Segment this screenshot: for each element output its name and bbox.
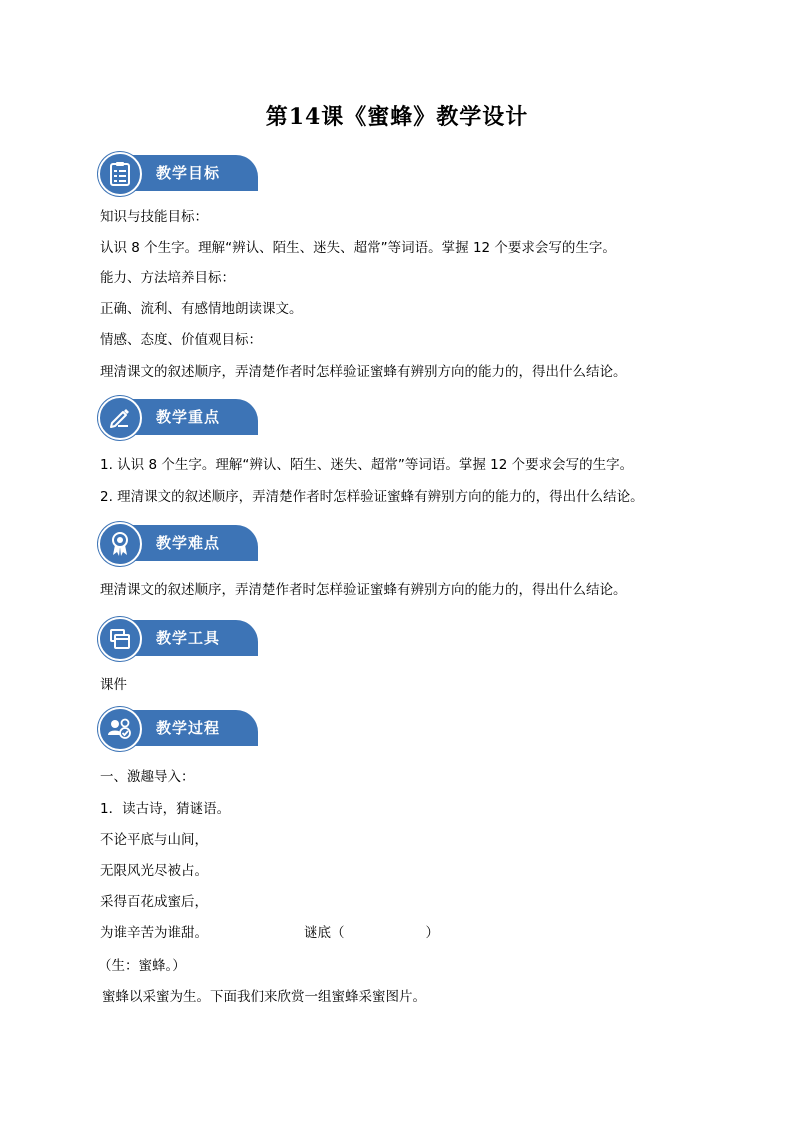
text-line: 正确、流利、有感情地朗读课文。 xyxy=(100,301,303,317)
text-line: 情感、态度、价值观目标： xyxy=(100,332,262,348)
text-line: 能力、方法培养目标： xyxy=(100,270,235,286)
text-line: 1. 认识 8 个生字。理解“辨认、陌生、迷失、超常”等词语。掌握 12 个要求会写的生字。 xyxy=(100,457,634,473)
text-line: （生：蜜蜂。） xyxy=(98,958,186,974)
text-line: 2. 理清课文的叙述顺序，弄清楚作者时怎样验证蜜蜂有辨别方向的能力的，得出什么结论。 xyxy=(100,489,644,505)
stacked-windows-icon xyxy=(98,617,142,661)
riddle-answer-blank: 谜底（ ） xyxy=(304,925,439,941)
section-heading: 教学重点 xyxy=(156,408,221,426)
page-title: 第14课《蜜蜂》教学设计 xyxy=(265,104,529,130)
text-line: 1．读古诗，猜谜语。 xyxy=(100,801,231,817)
section-heading: 教学难点 xyxy=(156,534,221,552)
section-banner-difficulties xyxy=(98,522,258,564)
section-banner-process xyxy=(98,707,258,749)
section-heading: 教学工具 xyxy=(156,629,221,647)
pencil-icon xyxy=(98,396,142,440)
award-ribbon-icon xyxy=(98,522,142,566)
section-banner-goals xyxy=(98,152,258,194)
text-line: 不论平底与山间， xyxy=(100,832,208,848)
text-line: 课件 xyxy=(100,677,127,693)
section-banner-tools xyxy=(98,617,258,659)
section-heading: 教学目标 xyxy=(156,164,221,182)
text-line: 一、激趣导入： xyxy=(100,769,195,785)
text-line: 知识与技能目标： xyxy=(100,209,208,225)
section-banner-key-points xyxy=(98,396,258,438)
text-line: 采得百花成蜜后， xyxy=(100,894,208,910)
text-line: 理清课文的叙述顺序，弄清楚作者时怎样验证蜜蜂有辨别方向的能力的，得出什么结论。 xyxy=(100,582,627,598)
team-people-icon xyxy=(98,707,142,751)
text-line: 为谁辛苦为谁甜。 xyxy=(100,925,208,941)
text-line: 蜜蜂以采蜜为生。下面我们来欣赏一组蜜蜂采蜜图片。 xyxy=(102,989,426,1005)
text-line: 理清课文的叙述顺序，弄清楚作者时怎样验证蜜蜂有辨别方向的能力的，得出什么结论。 xyxy=(100,364,627,380)
section-heading: 教学过程 xyxy=(156,719,221,737)
text-line: 认识 8 个生字。理解“辨认、陌生、迷失、超常”等词语。掌握 12 个要求会写的生字。 xyxy=(100,240,616,256)
clipboard-checklist-icon xyxy=(98,152,142,196)
text-line: 无限风光尽被占。 xyxy=(100,863,208,879)
